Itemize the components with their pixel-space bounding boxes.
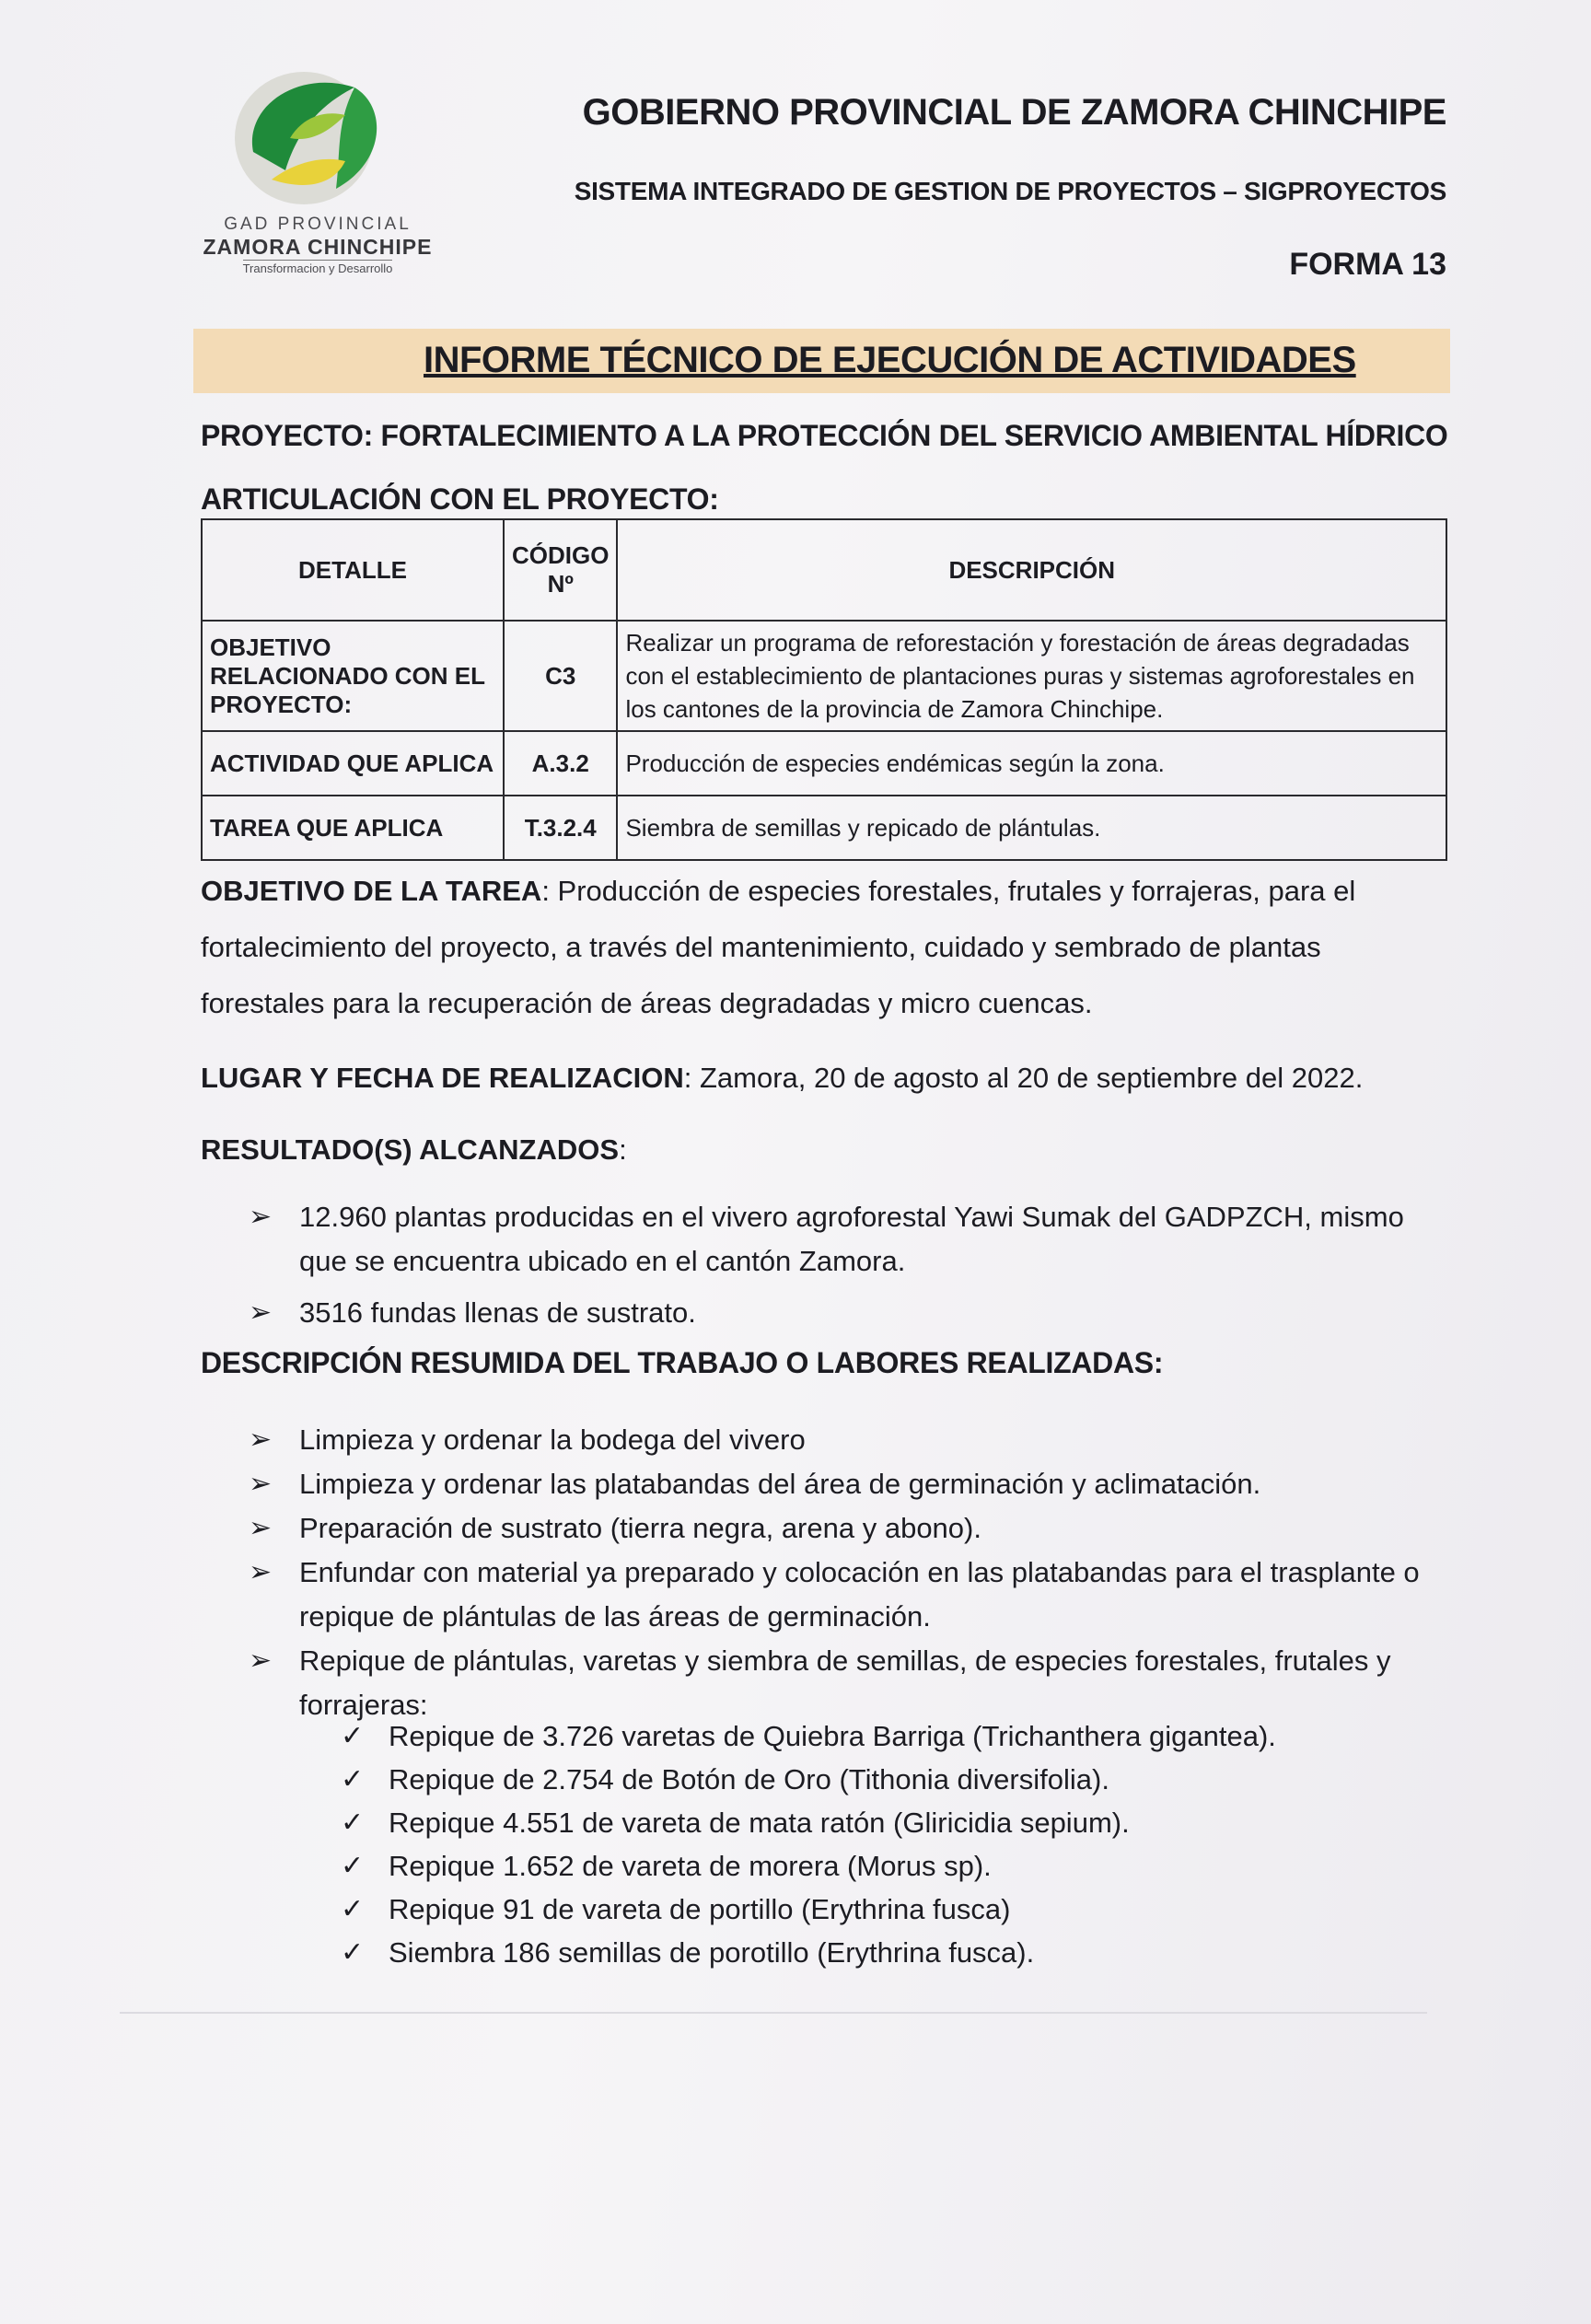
check-icon: ✓: [341, 1937, 365, 1968]
logo-line2: ZAMORA CHINCHIPE: [203, 235, 433, 259]
check-icon: ✓: [341, 1764, 365, 1795]
list-item: [249, 1462, 1450, 1506]
table-header-row: [202, 519, 1446, 621]
check-icon: ✓: [341, 1894, 365, 1924]
table-header: CÓDIGO Nº: [504, 519, 617, 621]
row-code: T.3.2.4: [504, 796, 617, 860]
list-item-text: Repique de 2.754 de Botón de Oro (Tithonia diversifolia).: [389, 1763, 1109, 1795]
list-item: [341, 1888, 1353, 1931]
work-heading: DESCRIPCIÓN RESUMIDA DEL TRABAJO O LABORES REALIZADAS:: [201, 1346, 1164, 1379]
results-heading-colon: :: [619, 1133, 627, 1166]
report-title: INFORME TÉCNICO DE EJECUCIÓN DE ACTIVIDADES: [424, 340, 1356, 380]
row-description: Realizar un programa de reforestación y forestación de áreas degradadas con el establecimiento de plantaciones puras y sistemas agroforestales en los cantones de la provincia de Zamora Chinchipe.: [617, 621, 1446, 731]
arrow-bullet-icon: ➢: [249, 1469, 273, 1499]
leaf-logo-icon: [216, 51, 419, 216]
place-date-text: : Zamora, 20 de agosto al 20 de septiembre del 2022.: [683, 1062, 1364, 1094]
form-number: FORMA 13: [1289, 247, 1446, 282]
arrow-bullet-icon: ➢: [249, 1513, 273, 1543]
list-item: [249, 1551, 1450, 1639]
arrow-bullet-icon: ➢: [249, 1645, 273, 1676]
articulation-table: [201, 518, 1447, 861]
table-header: DETALLE: [202, 519, 504, 621]
work-list: [249, 1418, 1450, 1727]
arrow-bullet-icon: ➢: [249, 1424, 273, 1455]
table-row: [202, 731, 1446, 796]
table-header: DESCRIPCIÓN: [617, 519, 1446, 621]
list-item: [249, 1195, 1450, 1284]
results-list: [249, 1195, 1450, 1335]
articulation-heading: ARTICULACIÓN CON EL PROYECTO:: [201, 482, 719, 516]
results-heading-label: RESULTADO(S) ALCANZADOS: [201, 1133, 620, 1166]
arrow-bullet-icon: ➢: [249, 1297, 273, 1328]
list-item-text: Repique 91 de vareta de portillo (Erythrina fusca): [389, 1893, 1011, 1925]
list-item-text: Repique 4.551 de vareta de mata ratón (Gliricidia sepium).: [389, 1807, 1130, 1839]
divider: [120, 2012, 1427, 2014]
species-list: [341, 1714, 1353, 1974]
list-item: [341, 1801, 1353, 1844]
row-label: ACTIVIDAD QUE APLICA: [202, 731, 504, 796]
check-icon: ✓: [341, 1851, 365, 1881]
list-item-text: Repique de plántulas, varetas y siembra de semillas, de especies forestales, frutales y forrajeras:: [299, 1644, 1391, 1721]
row-code: A.3.2: [504, 731, 617, 796]
table-row: [202, 796, 1446, 860]
list-item: [249, 1506, 1450, 1551]
gad-logo: [198, 51, 437, 281]
list-item-text: Limpieza y ordenar la bodega del vivero: [299, 1423, 806, 1456]
table-row: [202, 621, 1446, 731]
arrow-bullet-icon: ➢: [249, 1202, 273, 1232]
list-item: [249, 1418, 1450, 1462]
list-item-text: 12.960 plantas producidas en el vivero agroforestal Yawi Sumak del GADPZCH, mismo que se encuentra ubicado en el cantón Zamora.: [299, 1201, 1404, 1277]
header-title: GOBIERNO PROVINCIAL DE ZAMORA CHINCHIPE: [582, 92, 1446, 133]
list-item: [341, 1758, 1353, 1801]
list-item: [341, 1714, 1353, 1758]
task-objective: [201, 863, 1448, 1031]
row-description: Siembra de semillas y repicado de plántulas.: [617, 796, 1446, 860]
row-description: Producción de especies endémicas según la zona.: [617, 731, 1446, 796]
list-item-text: Repique 1.652 de vareta de morera (Morus sp).: [389, 1850, 992, 1882]
row-label: TAREA QUE APLICA: [202, 796, 504, 860]
check-icon: ✓: [341, 1807, 365, 1838]
row-code: C3: [504, 621, 617, 731]
logo-line1: GAD PROVINCIAL: [224, 215, 412, 234]
row-label: OBJETIVO RELACIONADO CON EL PROYECTO:: [202, 621, 504, 731]
project-line: PROYECTO: FORTALECIMIENTO A LA PROTECCIÓN DEL SERVICIO AMBIENTAL HÍDRICO: [201, 419, 1448, 452]
list-item-text: Limpieza y ordenar las platabandas del área de germinación y aclimatación.: [299, 1468, 1261, 1500]
arrow-bullet-icon: ➢: [249, 1557, 273, 1587]
logo-line3: Transformacion y Desarrollo: [242, 261, 393, 275]
task-objective-text: : Producción de especies forestales, frutales y forrajeras, para el fortalecimiento del proyecto, a través del mantenimiento, cuidado y sembrado de plantas forestales para la recuperación de áreas degradadas y micro cuencas.: [201, 875, 1356, 1019]
list-item-text: Preparación de sustrato (tierra negra, arena y abono).: [299, 1512, 981, 1544]
list-item-text: Repique de 3.726 varetas de Quiebra Barriga (Trichanthera gigantea).: [389, 1720, 1276, 1752]
task-objective-label: OBJETIVO DE LA TAREA: [201, 875, 542, 907]
place-date: [201, 1050, 1448, 1106]
logo-text: [198, 215, 437, 277]
list-item-text: Enfundar con material ya preparado y colocación en las platabandas para el trasplante o repique de plántulas de las áreas de germinación.: [299, 1556, 1420, 1633]
header-subtitle: SISTEMA INTEGRADO DE GESTION DE PROYECTOS – SIGPROYECTOS: [574, 177, 1446, 205]
place-date-label: LUGAR Y FECHA DE REALIZACION: [201, 1062, 684, 1094]
list-item-text: Siembra 186 semillas de porotillo (Erythrina fusca).: [389, 1936, 1035, 1969]
list-item-text: 3516 fundas llenas de sustrato.: [299, 1296, 696, 1329]
results-heading: [201, 1121, 1448, 1178]
list-item: [341, 1931, 1353, 1974]
list-item: [341, 1844, 1353, 1888]
list-item: [249, 1291, 1450, 1335]
check-icon: ✓: [341, 1721, 365, 1751]
